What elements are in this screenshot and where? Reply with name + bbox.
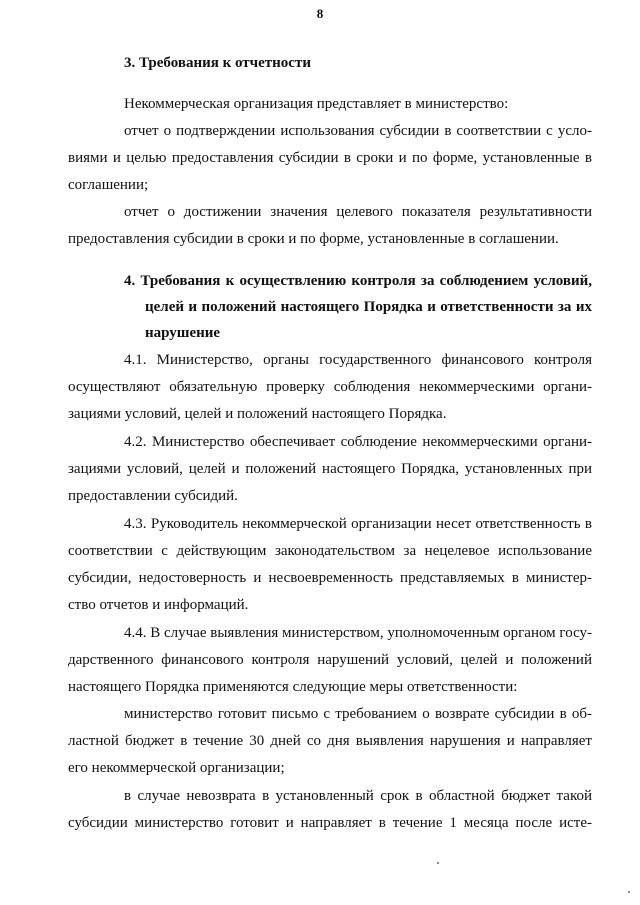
paragraph-line: министерство готовит письмо с требованием о возврате субсидии в об- [124, 706, 592, 722]
scan-speck [437, 862, 439, 864]
paragraph-line: дарственного финансового контроля нарушений условий, целей и положений [68, 652, 592, 668]
paragraph-line: отчет о достижении значения целевого показателя результативности [124, 204, 592, 220]
paragraph-line: соответствии с действующим законодательством за нецелевое использование [68, 543, 592, 559]
paragraph-line: 4.2. Министерство обеспечивает соблюдение некоммерческими органи- [124, 434, 592, 450]
paragraph-line: предоставлении субсидий. [68, 488, 238, 504]
paragraph-line: ство отчетов и информаций. [68, 597, 249, 613]
paragraph-line: 4.3. Руководитель некоммерческой организации несет ответственность в [124, 516, 592, 532]
paragraph-line: отчет о подтверждении использования субсидии в соответствии с усло- [124, 123, 592, 139]
section-3-heading: 3. Требования к отчетности [124, 55, 311, 71]
paragraph-line: субсидии, недостоверность и несвоевременность представляемых в министер- [68, 570, 592, 586]
paragraph-line: осуществляют обязательную проверку соблюдения некоммерческими органи- [68, 379, 592, 395]
paragraph-line: виями и целью предоставления субсидии в сроки и по форме, установленные в [68, 150, 592, 166]
paragraph-line: его некоммерческой организации; [68, 760, 285, 776]
paragraph-line: предоставления субсидии в сроки и по форме, установленные в соглашении. [68, 231, 559, 247]
paragraph-line: соглашении; [68, 177, 149, 193]
paragraph-line: Некоммерческая организация представляет в министерство: [124, 96, 509, 112]
section-4-heading-line: целей и положений настоящего Порядка и ответственности за их [145, 299, 592, 315]
paragraph-line: в случае невозврата в установленный срок в областной бюджет такой [124, 788, 592, 804]
section-4-heading-line: 4. Требования к осуществлению контроля за соблюдением условий, [124, 273, 592, 289]
section-4-heading-line: нарушение [145, 325, 221, 341]
paragraph-line: настоящего Порядка применяются следующие меры ответственности: [68, 679, 518, 695]
scan-speck [628, 891, 630, 893]
paragraph-line: ластной бюджет в течение 30 дней со дня выявления нарушения и направляет [68, 733, 592, 749]
paragraph-line: 4.4. В случае выявления министерством, уполномоченным органом госу- [124, 625, 593, 641]
page-number: 8 [316, 6, 324, 21]
paragraph-line: зациями условий, целей и положений настоящего Порядка. [68, 406, 447, 422]
paragraph-line: зациями условий, целей и положений настоящего Порядка, установленных при [68, 461, 592, 477]
paragraph-line: субсидии министерство готовит и направляет в течение 1 месяца после исте- [68, 815, 592, 831]
paragraph-line: 4.1. Министерство, органы государственного финансового контроля [124, 352, 592, 368]
